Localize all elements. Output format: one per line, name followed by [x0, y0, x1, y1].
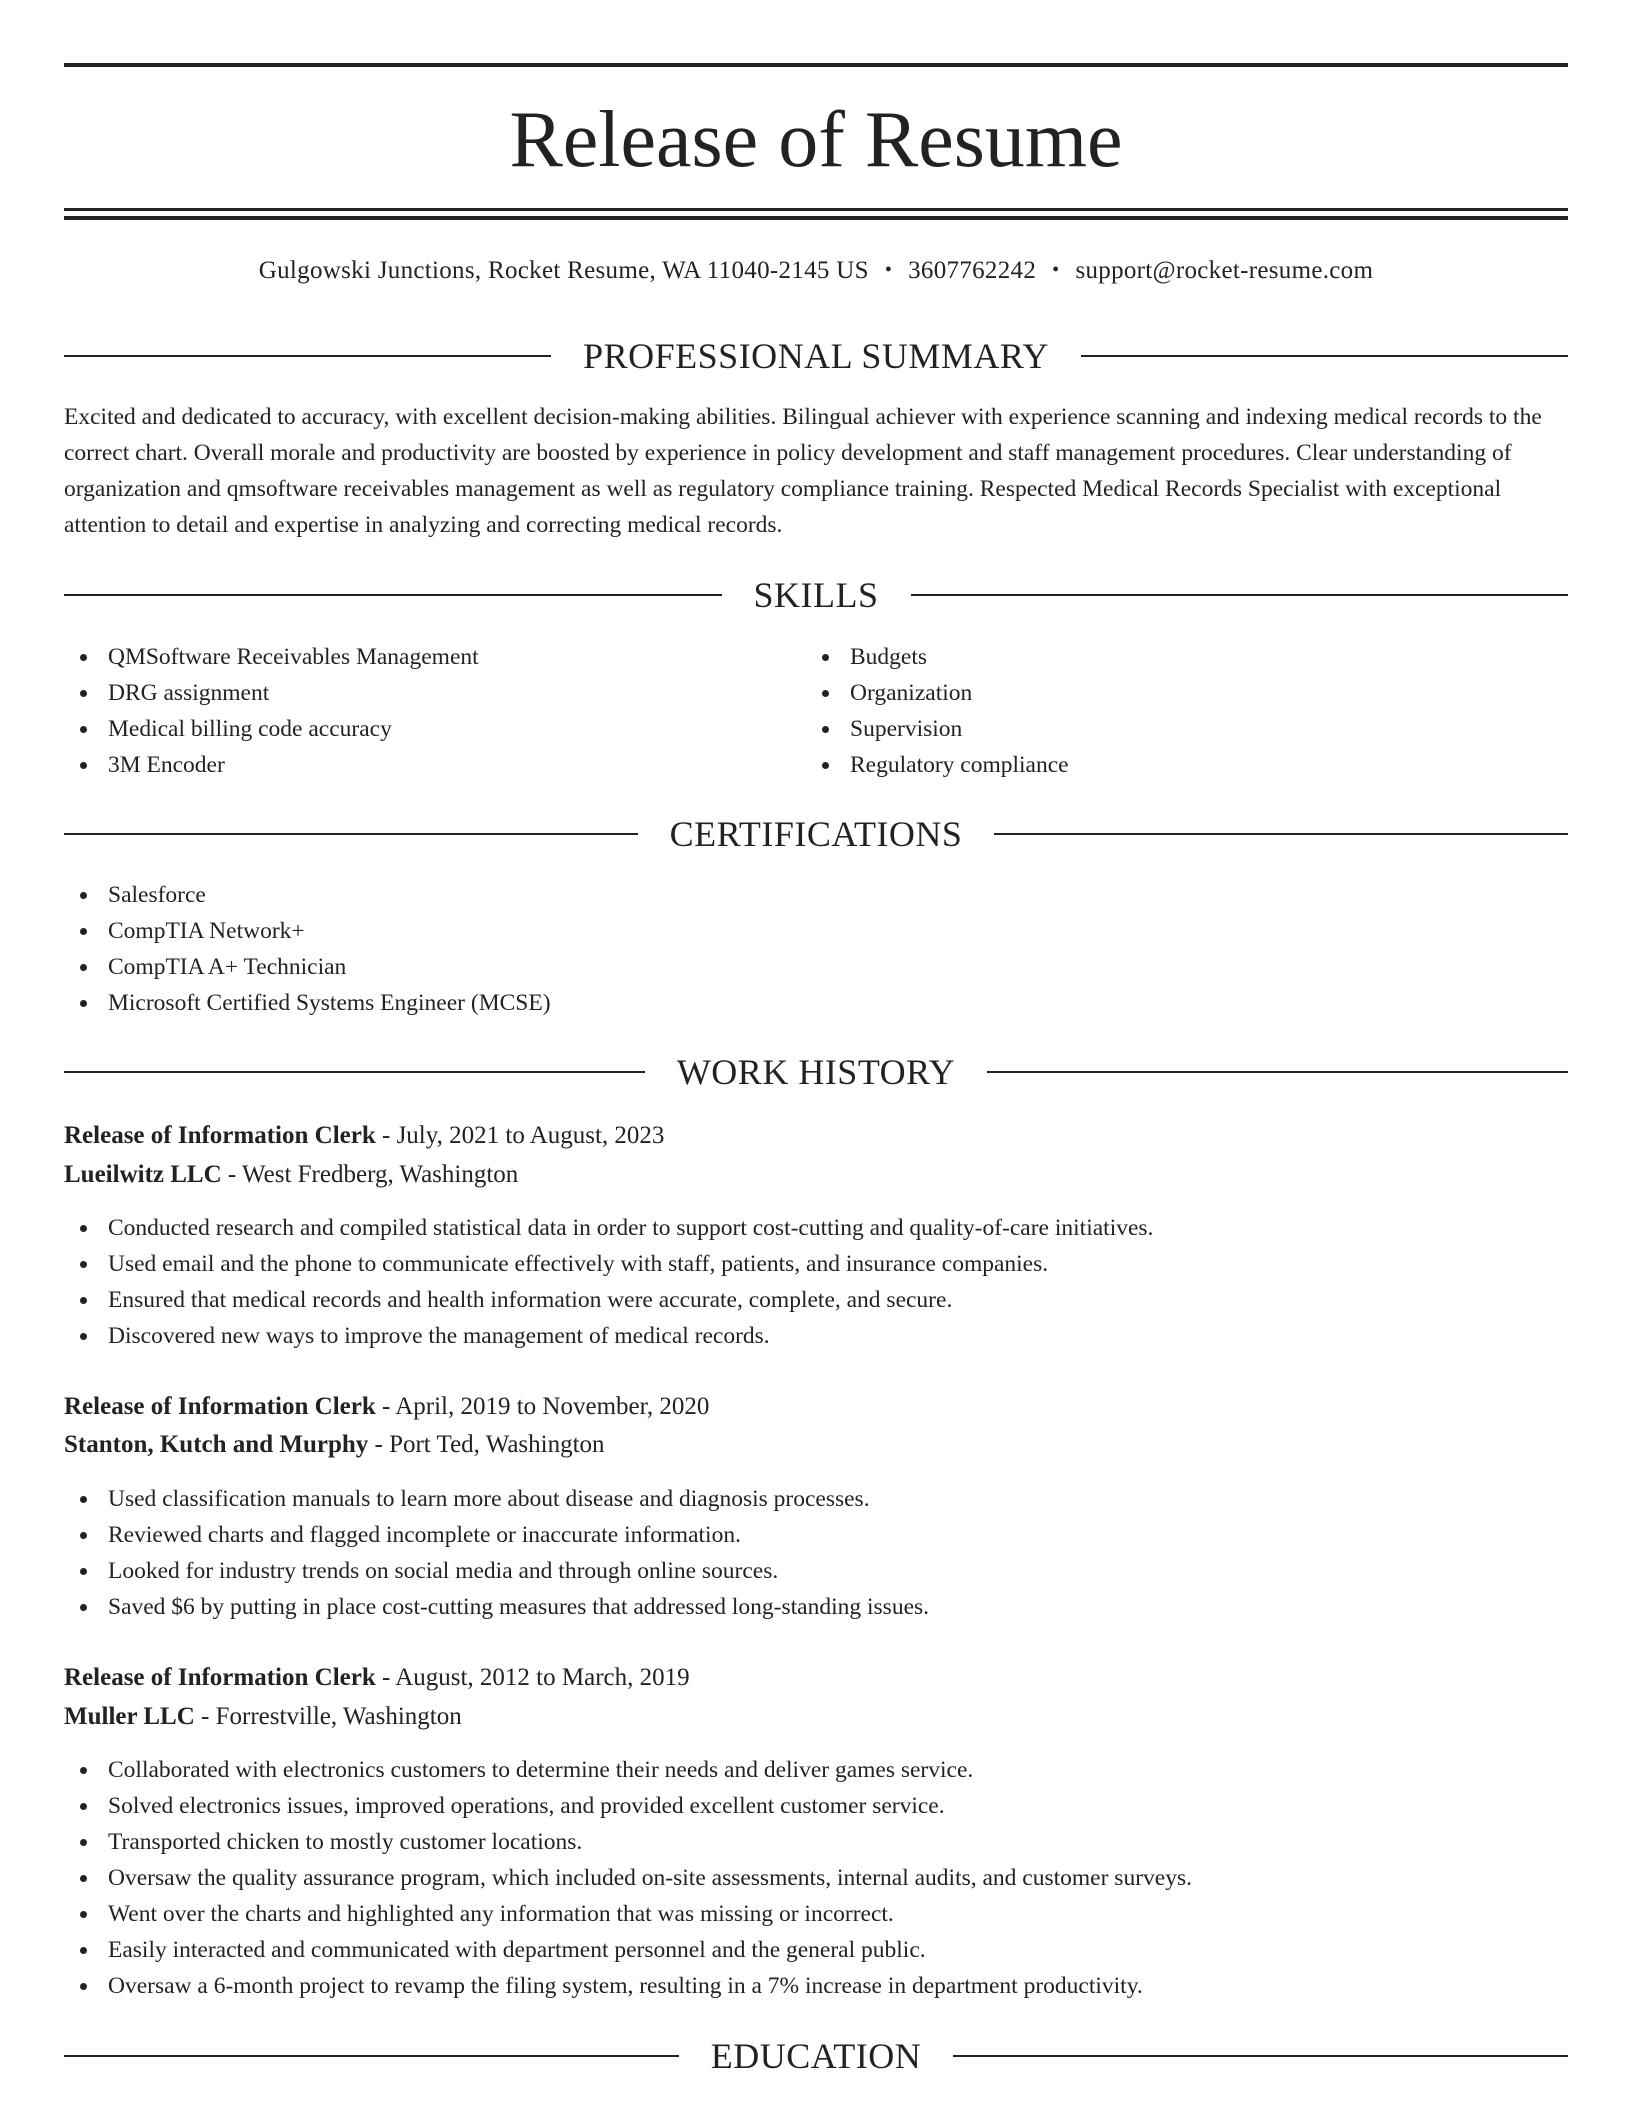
contact-separator: • [1052, 259, 1060, 281]
job-bullet: Saved $6 by putting in place cost-cutting measures that addressed long-standing issues. [108, 1589, 1568, 1625]
job-bullet: Used classification manuals to learn more about disease and diagnosis processes. [108, 1481, 1568, 1517]
job-title-line [64, 1117, 1568, 1155]
skill-item: QMSoftware Receivables Management [108, 639, 808, 675]
job-title-line [64, 1659, 1568, 1697]
skill-item: Organization [850, 675, 1550, 711]
contact-separator: • [884, 259, 893, 281]
heading-rule [64, 2055, 679, 2057]
section-title: SKILLS [753, 575, 879, 615]
job-company-line [64, 1426, 1568, 1464]
name-rule-thin [64, 208, 1568, 211]
section-title: EDUCATION [710, 2036, 922, 2076]
contact-line [64, 254, 1568, 289]
top-rule [64, 63, 1568, 67]
job-bullet: Conducted research and compiled statistical data in order to support cost-cutting and quality-of-care initiatives. [108, 1210, 1568, 1246]
certifications-list [64, 877, 1508, 1021]
section-heading-skills [64, 573, 1568, 617]
job-company: Stanton, Kutch and Murphy [64, 1431, 369, 1458]
job-company-line [64, 1698, 1568, 1736]
job-company-line [64, 1156, 1568, 1194]
summary-text: Excited and dedicated to accuracy, with excellent decision-making abilities. Bilingual achiever with experience scanning and indexing medical records to the correct chart. Overall morale and productivity are boosted by experience in policy development and staff management procedures. Clear understanding of organization and qmsoftware receivables management as well as regulatory compliance training. Respected Medical Records Specialist with exceptional attention to detail and expertise in analyzing and correcting medical records. [64, 404, 1542, 538]
skill-item: Regulatory compliance [850, 747, 1550, 783]
heading-rule [1081, 355, 1568, 357]
job-title: Release of Information Clerk [64, 1664, 376, 1691]
job-bullet: Ensured that medical records and health information were accurate, complete, and secure. [108, 1282, 1568, 1318]
heading-rule [64, 355, 551, 357]
job-dates: - April, 2019 to November, 2020 [375, 1393, 710, 1420]
job-title: Release of Information Clerk [64, 1393, 376, 1420]
skill-item: 3M Encoder [108, 747, 808, 783]
contact-address: Gulgowski Junctions, Rocket Resume, WA 11040-2145 US [258, 257, 869, 284]
contact-phone: 3607762242 [908, 257, 1037, 284]
skill-item: DRG assignment [108, 675, 808, 711]
certification-item: Microsoft Certified Systems Engineer (MCSE) [108, 985, 1508, 1021]
section-title: CERTIFICATIONS [669, 814, 963, 854]
job-bullet: Easily interacted and communicated with department personnel and the general public. [108, 1932, 1568, 1968]
job-title-line [64, 1388, 1568, 1426]
job-location: - Forrestville, Washington [194, 1703, 462, 1730]
skills-list-right [806, 639, 1550, 783]
section-heading-certifications [64, 812, 1568, 856]
skill-item: Supervision [850, 711, 1550, 747]
job-bullet: Oversaw the quality assurance program, which included on-site assessments, internal audits, and customer surveys. [108, 1860, 1568, 1896]
heading-rule [953, 2055, 1568, 2057]
job-bullets [64, 1752, 1568, 2004]
section-heading-work-history [64, 1050, 1568, 1094]
job-bullet: Transported chicken to mostly customer locations. [108, 1824, 1568, 1860]
job-bullet: Looked for industry trends on social media and through online sources. [108, 1553, 1568, 1589]
section-title: WORK HISTORY [676, 1052, 956, 1092]
job-title: Release of Information Clerk [64, 1122, 376, 1149]
heading-rule [987, 1071, 1568, 1073]
skills-list-left [64, 639, 808, 783]
skill-item: Budgets [850, 639, 1550, 675]
job-bullet: Collaborated with electronics customers to determine their needs and deliver games service. [108, 1752, 1568, 1788]
heading-rule [64, 1071, 645, 1073]
resume-name: Release of Resume [509, 96, 1123, 184]
job-location: - West Fredberg, Washington [221, 1161, 519, 1188]
section-heading-education [64, 2034, 1568, 2078]
resume-page [64, 0, 1568, 2112]
section-heading-summary [64, 334, 1568, 378]
certification-item: CompTIA A+ Technician [108, 949, 1508, 985]
job-bullet: Used email and the phone to communicate effectively with staff, patients, and insurance companies. [108, 1246, 1568, 1282]
job-bullets [64, 1210, 1568, 1354]
job-bullet: Reviewed charts and flagged incomplete or inaccurate information. [108, 1517, 1568, 1553]
job-bullet: Solved electronics issues, improved operations, and provided excellent customer service. [108, 1788, 1568, 1824]
section-title: PROFESSIONAL SUMMARY [583, 336, 1049, 376]
job-company: Muller LLC [64, 1703, 195, 1730]
contact-email: support@rocket-resume.com [1075, 257, 1374, 284]
job-bullet: Discovered new ways to improve the management of medical records. [108, 1318, 1568, 1354]
job-company: Lueilwitz LLC [64, 1161, 222, 1188]
skill-item: Medical billing code accuracy [108, 711, 808, 747]
heading-rule [911, 594, 1569, 596]
heading-rule [994, 833, 1568, 835]
certification-item: CompTIA Network+ [108, 913, 1508, 949]
job-dates: - July, 2021 to August, 2023 [375, 1122, 665, 1149]
job-location: - Port Ted, Washington [368, 1431, 605, 1458]
job-bullets [64, 1481, 1568, 1625]
heading-rule [64, 833, 638, 835]
job-bullet: Oversaw a 6-month project to revamp the filing system, resulting in a 7% increase in department productivity. [108, 1968, 1568, 2004]
certification-item: Salesforce [108, 877, 1508, 913]
name-rule-thick [64, 216, 1568, 220]
job-dates: - August, 2012 to March, 2019 [375, 1664, 690, 1691]
job-bullet: Went over the charts and highlighted any information that was missing or incorrect. [108, 1896, 1568, 1932]
heading-rule [64, 594, 722, 596]
